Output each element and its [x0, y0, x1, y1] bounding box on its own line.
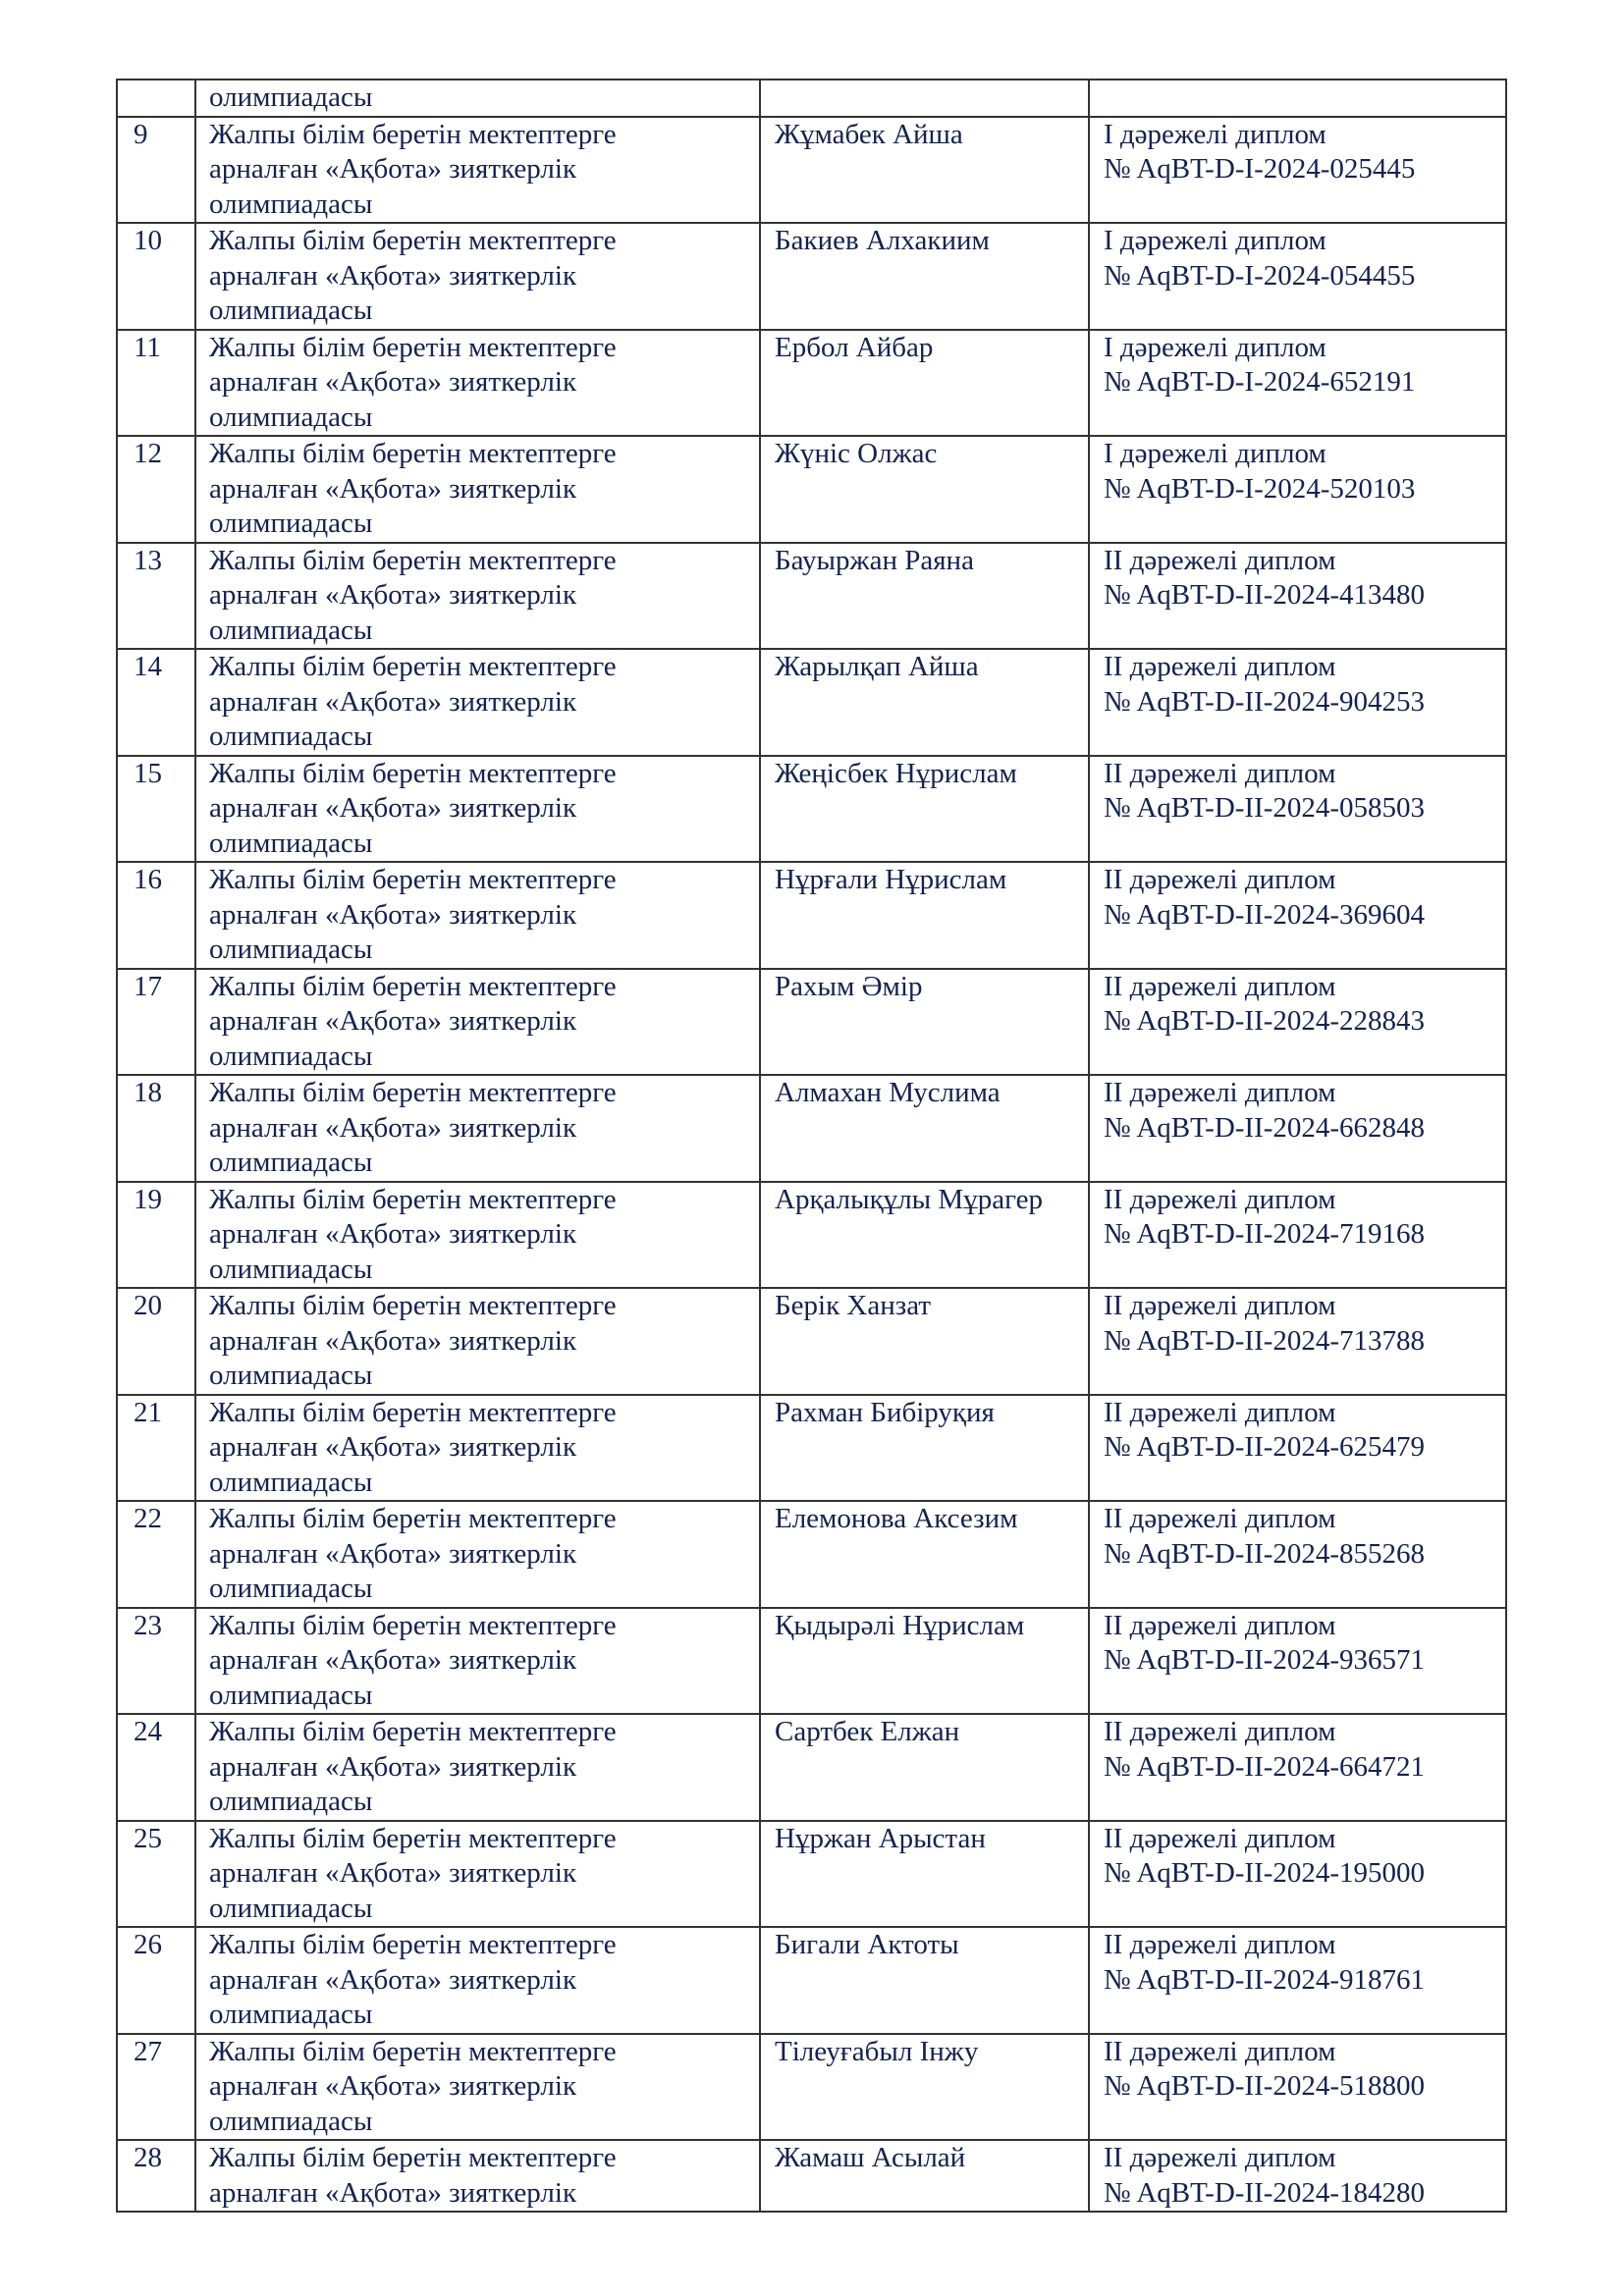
- event-line: олимпиадасы: [209, 507, 373, 539]
- diploma-number: № AqBT-D-II-2024-664721: [1104, 1750, 1426, 1783]
- row-number: 11: [117, 330, 195, 437]
- event-line: арналған «Ақбота» зияткерлік: [209, 2070, 577, 2102]
- table-row: [117, 2140, 1506, 2212]
- event-line: Жалпы білім беретін мектептерге: [209, 331, 617, 363]
- event-line: арналған «Ақбота» зияткерлік: [209, 1218, 577, 1250]
- event-line: арналған «Ақбота» зияткерлік: [209, 1857, 577, 1889]
- event-cell: [195, 1501, 760, 1608]
- event-line: Жалпы білім беретін мектептерге: [209, 970, 617, 1002]
- table-row: [117, 649, 1506, 756]
- table-row: [117, 862, 1506, 969]
- event-line: Жалпы білім беретін мектептерге: [209, 1503, 617, 1534]
- row-number: 13: [117, 543, 195, 650]
- table-row: [117, 1608, 1506, 1715]
- diploma-cell: [1089, 862, 1506, 969]
- diploma-number: № AqBT-D-II-2024-918761: [1104, 1963, 1426, 1996]
- row-number: 27: [117, 2034, 195, 2141]
- table-row: [117, 2034, 1506, 2141]
- event-cell: [195, 1395, 760, 1502]
- event-line: арналған «Ақбота» зияткерлік: [209, 259, 577, 292]
- diploma-number: № AqBT-D-II-2024-369604: [1104, 898, 1426, 931]
- participant-name: Елемонова Аксезим: [760, 1501, 1089, 1608]
- row-number: [117, 80, 195, 117]
- participant-name: Жарылқап Айша: [760, 649, 1089, 756]
- row-number: 12: [117, 436, 195, 543]
- diploma-cell: [1089, 223, 1506, 330]
- event-line: олимпиадасы: [209, 827, 373, 859]
- diploma-cell: [1089, 1608, 1506, 1715]
- diploma-cell: [1089, 1182, 1506, 1289]
- participant-name: Жеңісбек Нұрислам: [760, 756, 1089, 863]
- table-row: [117, 1075, 1506, 1182]
- event-line: олимпиадасы: [209, 1999, 373, 2030]
- event-cell: [195, 1288, 760, 1395]
- event-line: арналған «Ақбота» зияткерлік: [209, 1963, 577, 1996]
- table-row: [117, 1395, 1506, 1502]
- table-row: [117, 1288, 1506, 1395]
- table-row: [117, 1714, 1506, 1821]
- diploma-degree: І дәрежелі диплом: [1104, 438, 1326, 469]
- row-number: 9: [117, 117, 195, 224]
- event-line: Жалпы білім беретін мектептерге: [209, 1822, 617, 1854]
- diploma-cell: [1089, 756, 1506, 863]
- event-line: олимпиадасы: [209, 1040, 373, 1072]
- table-row: [117, 1821, 1506, 1928]
- table-row: [117, 330, 1506, 437]
- participant-name: Жүніс Олжас: [760, 436, 1089, 543]
- diploma-cell: [1089, 1714, 1506, 1821]
- event-line: олимпиадасы: [209, 1147, 373, 1178]
- event-line: Жалпы білім беретін мектептерге: [209, 544, 617, 576]
- row-number: 16: [117, 862, 195, 969]
- diploma-number: № AqBT-D-II-2024-719168: [1104, 1218, 1426, 1250]
- row-number: 25: [117, 1821, 195, 1928]
- participant-name: Нұржан Арыстан: [760, 1821, 1089, 1928]
- diploma-number: № AqBT-D-I-2024-652191: [1104, 366, 1416, 398]
- event-line: Жалпы білім беретін мектептерге: [209, 757, 617, 789]
- diploma-number: № AqBT-D-II-2024-625479: [1104, 1431, 1426, 1463]
- diploma-degree: ІІ дәрежелі диплом: [1104, 1183, 1336, 1215]
- diploma-degree: ІІ дәрежелі диплом: [1104, 651, 1336, 682]
- event-line: олимпиадасы: [209, 1573, 373, 1604]
- event-cell: [195, 543, 760, 650]
- diploma-degree: ІІ дәрежелі диплом: [1104, 864, 1336, 895]
- event-cell: [195, 117, 760, 224]
- diploma-number: № AqBT-D-I-2024-054455: [1104, 259, 1416, 292]
- winners-table: [116, 79, 1507, 2213]
- diploma-degree: ІІ дәрежелі диплом: [1104, 757, 1336, 789]
- event-cell: [195, 2140, 760, 2212]
- row-number: 22: [117, 1501, 195, 1608]
- diploma-number: № AqBT-D-II-2024-195000: [1104, 1857, 1426, 1889]
- row-number: 21: [117, 1395, 195, 1502]
- event-line: олимпиадасы: [209, 934, 373, 965]
- event-cell: [195, 1714, 760, 1821]
- row-number: 10: [117, 223, 195, 330]
- event-line: арналған «Ақбота» зияткерлік: [209, 1324, 577, 1357]
- event-line: Жалпы білім беретін мектептерге: [209, 2142, 617, 2173]
- event-line: арналған «Ақбота» зияткерлік: [209, 898, 577, 931]
- participant-name: Қыдырәлі Нұрислам: [760, 1608, 1089, 1715]
- event-line: Жалпы білім беретін мектептерге: [209, 118, 617, 150]
- participant-name: Арқалықұлы Мұрагер: [760, 1182, 1089, 1289]
- diploma-number: № AqBT-D-II-2024-713788: [1104, 1324, 1426, 1357]
- participant-name: Берік Ханзат: [760, 1288, 1089, 1395]
- event-line: арналған «Ақбота» зияткерлік: [209, 1111, 577, 1144]
- diploma-cell: [1089, 969, 1506, 1076]
- table-row: [117, 1182, 1506, 1289]
- diploma-number: № AqBT-D-II-2024-058503: [1104, 792, 1426, 824]
- event-cell: [195, 1821, 760, 1928]
- diploma-degree: ІІ дәрежелі диплом: [1104, 1396, 1336, 1428]
- event-cell: [195, 1075, 760, 1182]
- diploma-degree: ІІ дәрежелі диплом: [1104, 1822, 1336, 1854]
- diploma-number: № AqBT-D-II-2024-904253: [1104, 685, 1426, 718]
- table-row: [117, 117, 1506, 224]
- event-line: арналған «Ақбота» зияткерлік: [209, 472, 577, 505]
- diploma-degree: І дәрежелі диплом: [1104, 331, 1326, 363]
- diploma-cell: [1089, 1927, 1506, 2034]
- event-line: олимпиадасы: [209, 81, 373, 113]
- event-cell: [195, 223, 760, 330]
- event-cell: [195, 1608, 760, 1715]
- event-line: олимпиадасы: [209, 1786, 373, 1817]
- event-line: Жалпы білім беретін мектептерге: [209, 438, 617, 469]
- diploma-number: № AqBT-D-II-2024-518800: [1104, 2070, 1426, 2102]
- event-cell: [195, 80, 760, 117]
- event-line: Жалпы білім беретін мектептерге: [209, 1396, 617, 1428]
- diploma-number: № AqBT-D-II-2024-936571: [1104, 1644, 1426, 1676]
- event-cell: [195, 969, 760, 1076]
- event-line: арналған «Ақбота» зияткерлік: [209, 685, 577, 718]
- diploma-cell: [1089, 1501, 1506, 1608]
- diploma-number: № AqBT-D-II-2024-228843: [1104, 1005, 1426, 1037]
- event-line: Жалпы білім беретін мектептерге: [209, 1077, 617, 1108]
- table-row: [117, 1501, 1506, 1608]
- row-number: 15: [117, 756, 195, 863]
- event-line: арналған «Ақбота» зияткерлік: [209, 579, 577, 611]
- event-line: арналған «Ақбота» зияткерлік: [209, 1750, 577, 1783]
- event-cell: [195, 649, 760, 756]
- participant-name: Ербол Айбар: [760, 330, 1089, 437]
- event-line: олимпиадасы: [209, 1360, 373, 1391]
- table-row: [117, 756, 1506, 863]
- participant-name: Бауыржан Раяна: [760, 543, 1089, 650]
- event-line: Жалпы білім беретін мектептерге: [209, 1716, 617, 1747]
- row-number: 19: [117, 1182, 195, 1289]
- diploma-number: № AqBT-D-II-2024-184280: [1104, 2176, 1426, 2209]
- diploma-degree: ІІ дәрежелі диплом: [1104, 1077, 1336, 1108]
- event-line: Жалпы білім беретін мектептерге: [209, 225, 617, 256]
- diploma-degree: ІІ дәрежелі диплом: [1104, 1609, 1336, 1641]
- event-line: Жалпы білім беретін мектептерге: [209, 1929, 617, 1960]
- row-number: 28: [117, 2140, 195, 2212]
- event-line: Жалпы білім беретін мектептерге: [209, 1609, 617, 1641]
- event-cell: [195, 436, 760, 543]
- participant-name: Жұмабек Айша: [760, 117, 1089, 224]
- diploma-cell: [1089, 1821, 1506, 1928]
- event-line: олимпиадасы: [209, 400, 373, 433]
- diploma-cell: [1089, 117, 1506, 224]
- event-line: арналған «Ақбота» зияткерлік: [209, 153, 577, 185]
- event-line: олимпиадасы: [209, 614, 373, 646]
- diploma-cell: [1089, 1075, 1506, 1182]
- event-line: Жалпы білім беретін мектептерге: [209, 651, 617, 682]
- event-line: олимпиадасы: [209, 1679, 373, 1711]
- event-line: олимпиадасы: [209, 2105, 373, 2137]
- event-line: олимпиадасы: [209, 721, 373, 752]
- event-line: арналған «Ақбота» зияткерлік: [209, 2176, 577, 2209]
- diploma-degree: ІІ дәрежелі диплом: [1104, 2035, 1336, 2067]
- event-line: олимпиадасы: [209, 1253, 373, 1285]
- table-row: [117, 543, 1506, 650]
- diploma-number: № AqBT-D-II-2024-855268: [1104, 1537, 1426, 1570]
- diploma-number: № AqBT-D-I-2024-520103: [1104, 472, 1416, 505]
- event-line: олимпиадасы: [209, 1466, 373, 1498]
- diploma-cell: [1089, 2140, 1506, 2212]
- event-cell: [195, 2034, 760, 2141]
- row-number: 20: [117, 1288, 195, 1395]
- event-line: Жалпы білім беретін мектептерге: [209, 2035, 617, 2067]
- event-line: арналған «Ақбота» зияткерлік: [209, 1644, 577, 1676]
- diploma-degree: ІІ дәрежелі диплом: [1104, 544, 1336, 576]
- row-number: 14: [117, 649, 195, 756]
- event-line: арналған «Ақбота» зияткерлік: [209, 1537, 577, 1570]
- event-line: арналған «Ақбота» зияткерлік: [209, 1005, 577, 1037]
- event-line: олимпиадасы: [209, 1892, 373, 1924]
- table-row: [117, 223, 1506, 330]
- diploma-cell: [1089, 1395, 1506, 1502]
- table-row: [117, 1927, 1506, 2034]
- row-number: 26: [117, 1927, 195, 2034]
- diploma-degree: І дәрежелі диплом: [1104, 118, 1326, 150]
- table-row: [117, 436, 1506, 543]
- participant-name: Жамаш Асылай: [760, 2140, 1089, 2212]
- event-line: арналған «Ақбота» зияткерлік: [209, 792, 577, 824]
- participant-name: Тілеуғабыл Інжу: [760, 2034, 1089, 2141]
- participant-name: Сартбек Елжан: [760, 1714, 1089, 1821]
- diploma-number: № AqBT-D-I-2024-025445: [1104, 153, 1416, 185]
- event-line: Жалпы білім беретін мектептерге: [209, 864, 617, 895]
- diploma-degree: ІІ дәрежелі диплом: [1104, 1503, 1336, 1534]
- diploma-degree: ІІ дәрежелі диплом: [1104, 970, 1336, 1002]
- diploma-cell: [1089, 2034, 1506, 2141]
- diploma-cell: [1089, 436, 1506, 543]
- event-line: олимпиадасы: [209, 187, 373, 220]
- participant-name: Бакиев Алхакиим: [760, 223, 1089, 330]
- diploma-degree: ІІ дәрежелі диплом: [1104, 1929, 1336, 1960]
- participant-name: Рахман Бибіруқия: [760, 1395, 1089, 1502]
- diploma-degree: ІІ дәрежелі диплом: [1104, 1290, 1336, 1321]
- diploma-cell: [1089, 80, 1506, 117]
- diploma-degree: ІІ дәрежелі диплом: [1104, 2142, 1336, 2173]
- row-number: 23: [117, 1608, 195, 1715]
- diploma-number: № AqBT-D-II-2024-662848: [1104, 1111, 1426, 1144]
- event-cell: [195, 756, 760, 863]
- event-line: арналған «Ақбота» зияткерлік: [209, 366, 577, 398]
- event-cell: [195, 862, 760, 969]
- diploma-cell: [1089, 1288, 1506, 1395]
- participant-name: Нұрғали Нұрислам: [760, 862, 1089, 969]
- event-line: Жалпы білім беретін мектептерге: [209, 1183, 617, 1215]
- event-cell: [195, 1182, 760, 1289]
- row-number: 17: [117, 969, 195, 1076]
- row-number: 24: [117, 1714, 195, 1821]
- event-cell: [195, 1927, 760, 2034]
- event-line: олимпиадасы: [209, 294, 373, 326]
- event-cell: [195, 330, 760, 437]
- diploma-degree: І дәрежелі диплом: [1104, 225, 1326, 256]
- participant-name: [760, 80, 1089, 117]
- participant-name: Алмахан Муслима: [760, 1075, 1089, 1182]
- diploma-cell: [1089, 649, 1506, 756]
- participant-name: Бигали Актоты: [760, 1927, 1089, 2034]
- event-line: Жалпы білім беретін мектептерге: [209, 1290, 617, 1321]
- diploma-cell: [1089, 543, 1506, 650]
- participant-name: Рахым Әмір: [760, 969, 1089, 1076]
- table-row-continuation: [117, 80, 1506, 117]
- diploma-cell: [1089, 330, 1506, 437]
- table-row: [117, 969, 1506, 1076]
- row-number: 18: [117, 1075, 195, 1182]
- diploma-number: № AqBT-D-II-2024-413480: [1104, 579, 1426, 611]
- event-line: арналған «Ақбота» зияткерлік: [209, 1431, 577, 1463]
- diploma-degree: ІІ дәрежелі диплом: [1104, 1716, 1336, 1747]
